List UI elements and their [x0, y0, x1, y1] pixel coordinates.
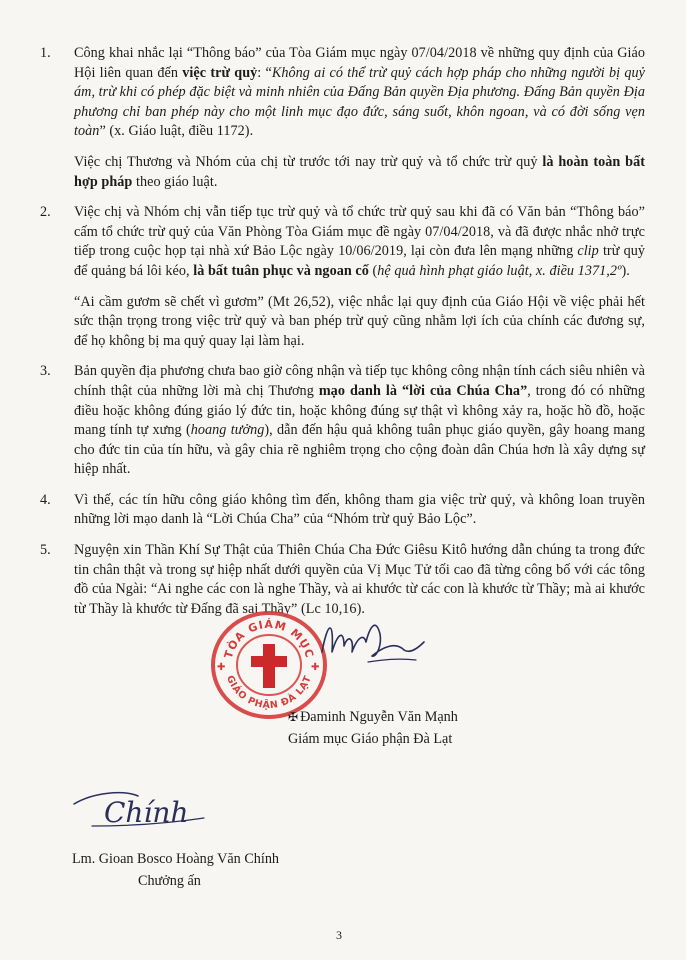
italic-text: clip — [577, 243, 599, 260]
seal-left-star-icon: ✚ — [217, 662, 226, 673]
list-item — [40, 491, 645, 530]
text-run: Bản quyền địa phương chưa bao giờ công nhận và tiếp tục không công nhận tính cách siêu nhiên và chính thật của những lời mà chị Thương — [74, 363, 645, 399]
list-item-number: 4. — [40, 491, 51, 508]
text-run: ( — [368, 262, 378, 279]
text-run: trừ quỷ để quảng bá lôi kéo, — [74, 243, 645, 279]
paragraph — [74, 491, 645, 530]
text-run: ” (x. Giáo luật, điều 1172). — [99, 123, 254, 140]
numbered-list — [40, 44, 645, 619]
list-item-number: 1. — [40, 45, 51, 61]
bishop-title: Giám mục Giáo phận Đà Lạt — [288, 731, 453, 747]
chancellor-title: Chưởng ấn — [138, 873, 201, 889]
chancellor-name: Lm. Gioan Bosco Hoàng Văn Chính — [72, 851, 280, 867]
text-run: Việc chị Thương và Nhóm của chị từ trước tới nay trừ quỷ và tổ chức trừ quỷ — [74, 153, 543, 170]
text-run: ), dẫn đến hậu quả không tuân phục giáo quyền, gây hoang mang cho đức tin của tín hữu, và gây chia rẽ nghiêm trọng cho cộng đoàn dân Chúa hơn là xây dựng sự hiệp nhất. — [74, 422, 645, 478]
chancellor-signature — [64, 786, 214, 832]
text-run: , trong đó có những điều hoặc không đúng giáo lý đức tin, hoặc không đúng sự thật vì không xảy ra, hoặc hồ đồ, hoặc mang tính tự xưng ( — [74, 382, 645, 439]
list-item — [40, 44, 645, 192]
paragraph — [74, 293, 645, 352]
seal-top-text: TÒA GIÁM MỤC — [221, 617, 317, 660]
list-item-number: 3. — [40, 363, 51, 380]
list-item — [40, 362, 645, 480]
paragraph — [74, 203, 645, 281]
list-item — [40, 203, 645, 351]
text-run: Việc chị và Nhóm chị vẫn tiếp tục trừ quỷ và tổ chức trừ quỷ sau khi đã có Văn bản “Thông báo” cấm tổ chức trừ quỷ của Văn Phòng Tòa Giám mục đề ngày 07/04/2018, và đã được nhắc nhở trực tiếp trong cuộc họp tại nhà xứ Bảo Lộc ngày 10/06/2019, lại còn đưa lên mạng những — [74, 204, 645, 260]
bishop-signature-block — [288, 706, 458, 750]
text-run: theo giáo luật. — [132, 173, 218, 190]
list-item — [40, 541, 645, 619]
paragraph — [74, 541, 645, 619]
paragraph — [74, 44, 645, 142]
italic-text: Không ai có thể trừ quỷ cách hợp pháp cho những người bị quỷ ám, trừ khi có phép đặc biệt và minh nhiên của Đấng Bản quyền Địa phương. Đấng Bản quyền Địa phương chỉ ban phép này cho một linh mục đạo đức, sáng suốt, khôn ngoan, và có đời sống vẹn toàn — [74, 64, 646, 140]
bishop-signature — [318, 612, 428, 672]
bishop-name: ✠ Đaminh Nguyễn Văn Mạnh — [288, 709, 458, 725]
bold-text: là bất tuân phục và ngoan cố — [193, 262, 369, 279]
bold-text: việc trừ quỷ — [182, 64, 258, 81]
chancellor-signature-block — [72, 848, 279, 892]
bold-text: mạo danh là “lời của Chúa Cha” — [318, 382, 528, 399]
list-item-number: 2. — [40, 204, 51, 221]
list-item-number: 5. — [40, 542, 51, 559]
text-run: Vì thế, các tín hữu công giáo không tìm đến, không tham gia việc trừ quỷ, và không loan truyền những lời mạo danh là “Lời Chúa Cha” của “Nhóm trừ quỷ Bảo Lộc”. — [74, 491, 645, 528]
page-number: 3 — [336, 928, 342, 942]
text-run: Nguyện xin Thần Khí Sự Thật của Thiên Chúa Cha Đức Giêsu Kitô hướng dẫn chúng ta trong đức tin chân thật và trong sự hiệp nhất dưới quyền của Vị Mục Tử tối cao đã từng công bố với các tông đồ của Ngài: “Ai nghe các con là nghe Thầy, và ai khước từ các con là khước từ Thầy; mà ai khước từ Thầy là khước từ Đấng đã sai Thầy” (Lc 10,16). — [74, 542, 645, 617]
seal-bottom-text: GIÁO PHẬN ĐÀ LẠT — [223, 673, 314, 712]
italic-text: hoang tưởng — [190, 422, 265, 439]
seal-right-star-icon: ✚ — [311, 662, 320, 673]
seal-cross-icon — [251, 644, 287, 688]
italic-text: hệ quả hình phạt giáo luật, x. điều 1371,2º — [377, 262, 622, 279]
text-run: : “ — [257, 64, 272, 81]
paragraph — [74, 362, 645, 480]
text-run: Công khai nhắc lại “Thông báo” của Tòa Giám mục ngày 07/04/2018 về những quy định của Giáo Hội liên quan đến — [74, 45, 645, 81]
bold-text: là hoàn toàn bất hợp pháp — [74, 153, 645, 190]
text-run: ). — [621, 262, 630, 279]
chancellor-signature-text: Chính — [104, 796, 189, 829]
paragraph — [74, 153, 645, 192]
text-run: “Ai cầm gươm sẽ chết vì gươm” (Mt 26,52), việc nhắc lại quy định của Giáo Hội về việc phải hết sức thận trọng trong việc trừ quỷ và ban phép trừ quỷ cũng nhằm lợi ích của chính các đương sự, để họ không bị ma quỷ quay lại làm hại. — [74, 293, 645, 349]
cross-icon: ✠ — [288, 710, 299, 724]
